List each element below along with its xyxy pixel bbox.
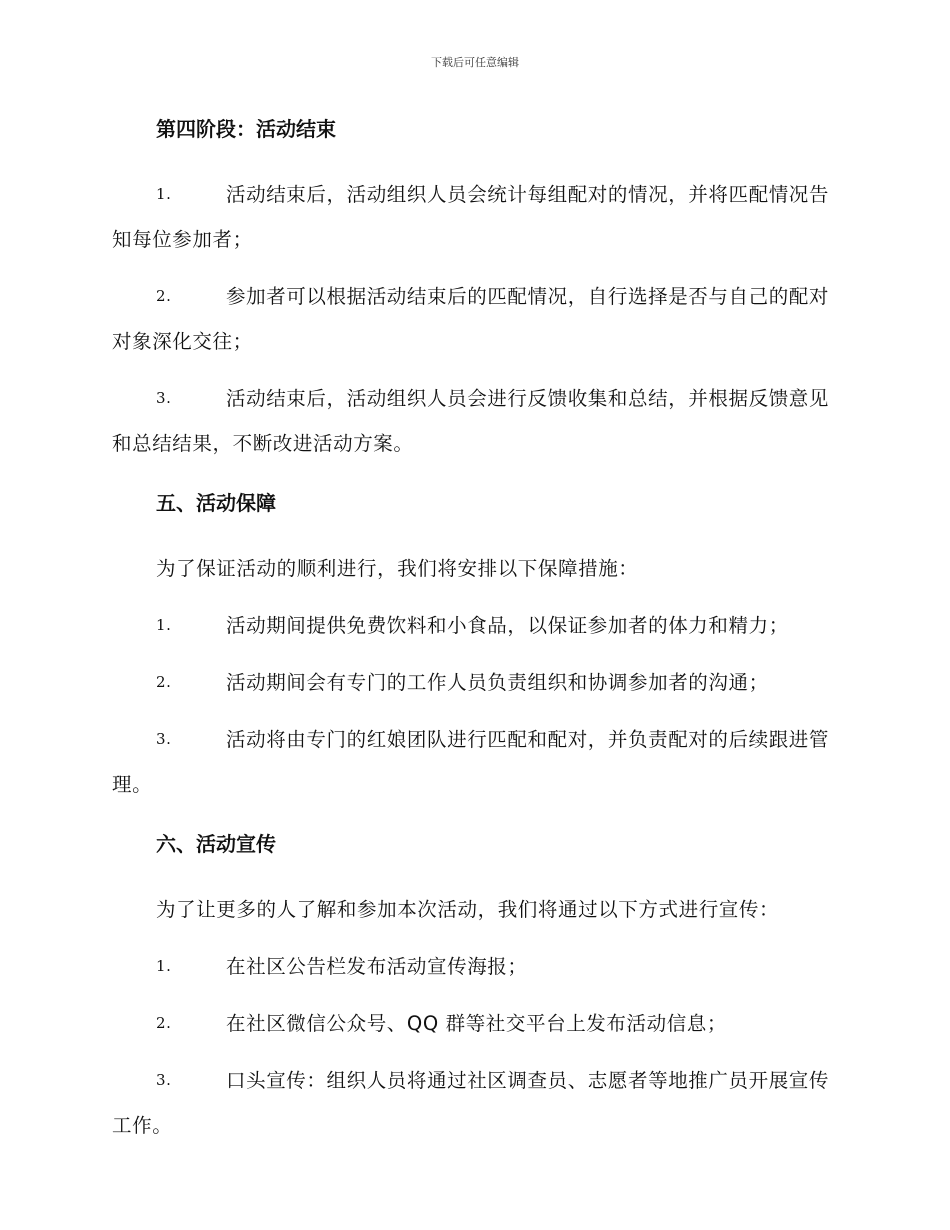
list-number: 3. — [156, 389, 172, 407]
section-intro: 为了保证活动的顺利进行，我们将安排以下保障措施： — [156, 557, 639, 580]
list-item — [112, 274, 834, 364]
list-text: 活动期间会有专门的工作人员负责组织和协调参加者的沟通； — [226, 671, 769, 694]
list-text: 参加者可以根据活动结束后的匹配情况，自行选择是否与自己的配对对象深化交往； — [112, 285, 830, 353]
list-item — [112, 944, 834, 989]
list-number: 2. — [156, 673, 172, 691]
list-number: 3. — [156, 730, 172, 748]
list-number: 3. — [156, 1071, 172, 1089]
section-heading-publicity: 六、活动宣传 — [156, 832, 276, 856]
document-body — [112, 114, 834, 1160]
list-item — [112, 1058, 834, 1148]
list-item — [112, 603, 834, 648]
list-text: 口头宣传：组织人员将通过社区调查员、志愿者等地推广员开展宣传工作。 — [112, 1069, 830, 1137]
list-item — [112, 1001, 834, 1046]
list-number: 1. — [156, 185, 172, 203]
list-text: 活动结束后，活动组织人员会统计每组配对的情况，并将匹配情况告知每位参加者； — [112, 183, 830, 251]
list-number: 2. — [156, 287, 172, 305]
list-number: 1. — [156, 616, 172, 634]
list-text: 活动结束后，活动组织人员会进行反馈收集和总结，并根据反馈意见和总结结果，不断改进活动方案。 — [112, 387, 830, 455]
list-text: 在社区公告栏发布活动宣传海报； — [226, 955, 528, 978]
list-item — [112, 376, 834, 466]
list-item — [112, 660, 834, 705]
list-text: 活动将由专门的红娘团队进行匹配和配对，并负责配对的后续跟进管理。 — [112, 728, 830, 796]
section-heading-guarantee: 五、活动保障 — [156, 491, 276, 515]
list-number: 2. — [156, 1014, 172, 1032]
list-number: 1. — [156, 957, 172, 975]
list-text: 活动期间提供免费饮料和小食品，以保证参加者的体力和精力； — [226, 614, 789, 637]
list-item — [112, 172, 834, 262]
list-item — [112, 717, 834, 807]
header-note: 下载后可任意编辑 — [431, 56, 519, 69]
section-heading-stage-four: 第四阶段：活动结束 — [156, 117, 336, 141]
list-text: 在社区微信公众号、QQ 群等社交平台上发布活动信息； — [226, 1012, 727, 1035]
section-intro: 为了让更多的人了解和参加本次活动，我们将通过以下方式进行宣传： — [156, 898, 780, 921]
